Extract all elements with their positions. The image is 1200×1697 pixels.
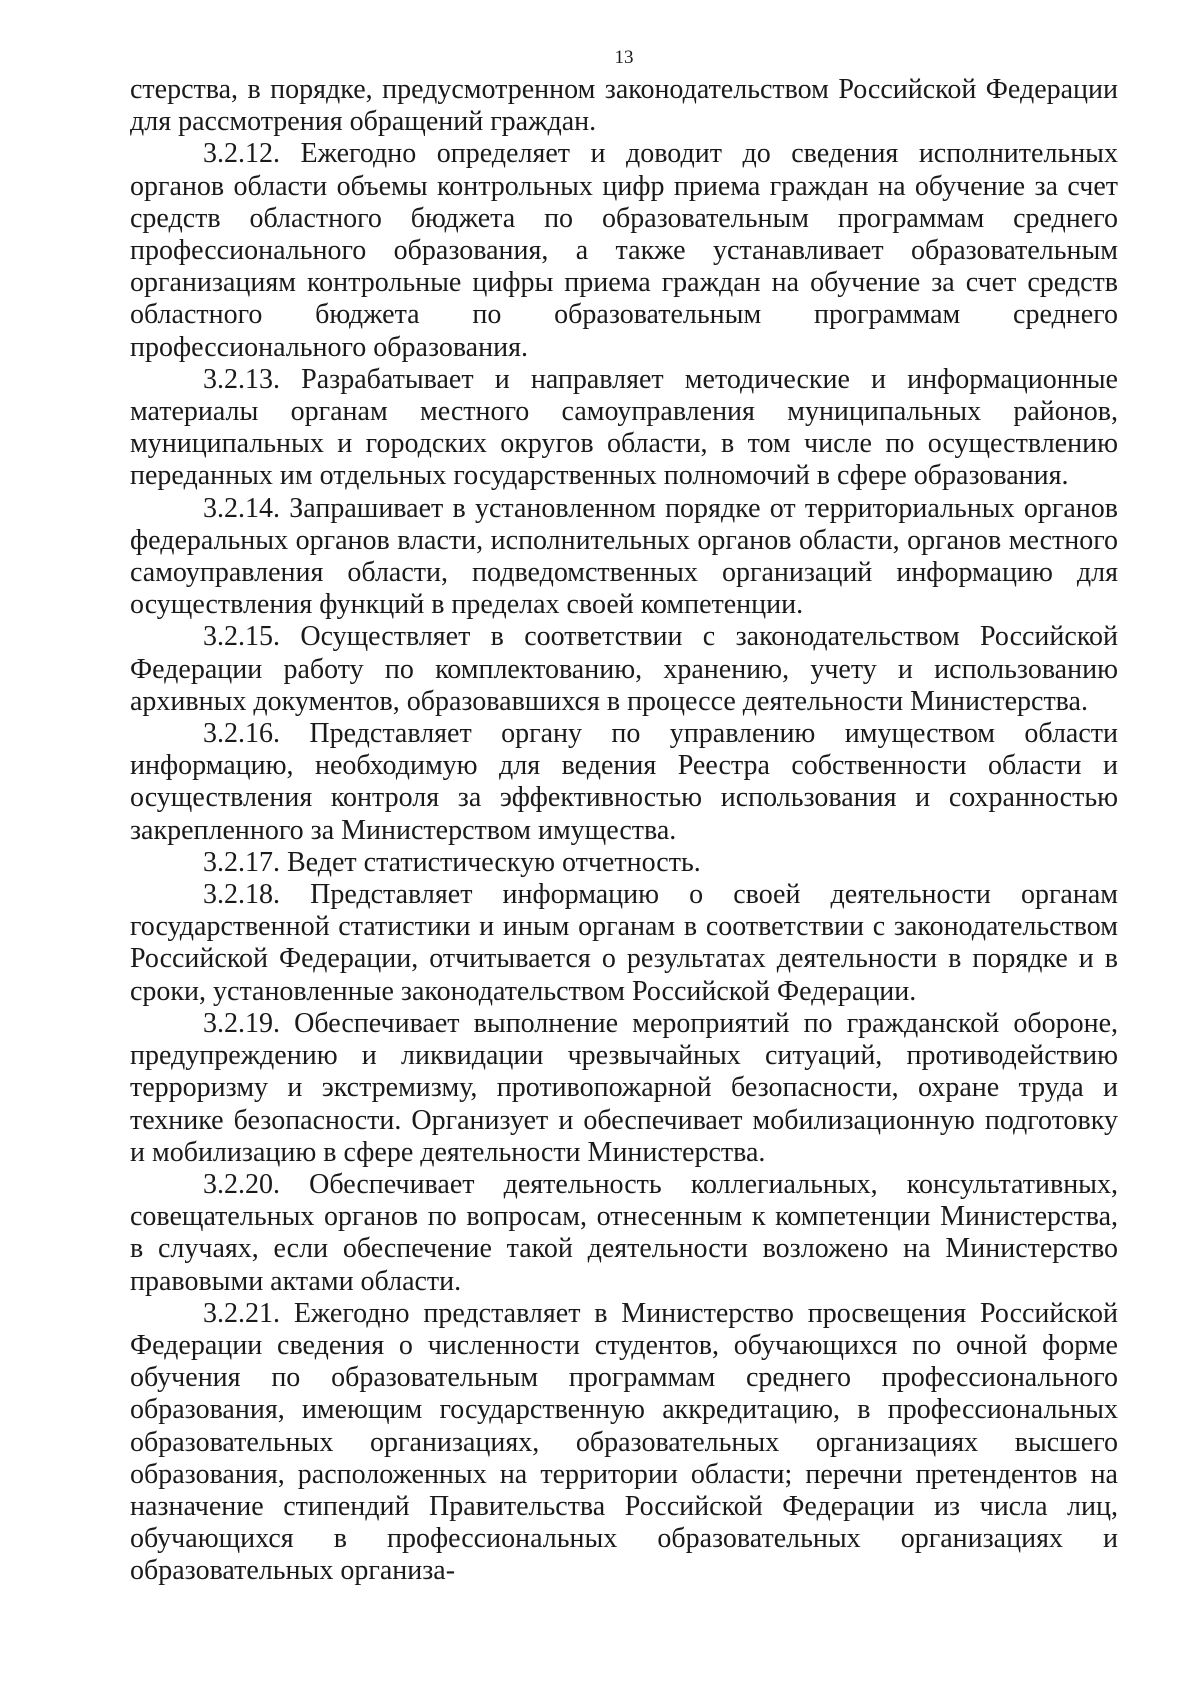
page-number: 13 — [614, 47, 634, 68]
paragraph-3-2-17: 3.2.17. Ведет статистическую отчетность. — [203, 846, 701, 878]
paragraph-3-2-18: 3.2.18. Представляет информацию о своей деятельности органам государственной статистики и иным органам в соответствии с законодательством Российской Федерации, отчитывается о результатах деятельности в порядке и в сроки, установленные законодательством Российской Федерации. — [130, 879, 1118, 1007]
paragraph-3-2-15: 3.2.15. Осуществляет в соответствии с законодательством Российской Федерации работу по комплектованию, хранению, учету и использованию архивных документов, образовавшихся в процессе деятельности Министерства. — [130, 621, 1118, 717]
paragraph-3-2-13: 3.2.13. Разрабатывает и направляет методические и информационные материалы органам местного самоуправления муниципальных районов, муниципальных и городских округов области, в том числе по осуществлению переданных им отдельных государственных полномочий в сфере образования. — [130, 363, 1118, 492]
paragraph-continuation: стерства, в порядке, предусмотренном законодательством Российской Федерации для рассмотрения обращений граждан. — [130, 74, 1118, 138]
paragraph-3-2-12: 3.2.12. Ежегодно определяет и доводит до сведения исполнительных органов области объемы контрольных цифр приема граждан на обучение за счет средств областного бюджета по образовательным программам среднего профессионального образования, а также устанавливает образовательным организациям контрольные цифры приема граждан на обучение за счет средств областного бюджета по образовательным программам среднего профессионального образования. — [130, 138, 1118, 363]
paragraph-3-2-19: 3.2.19. Обеспечивает выполнение мероприятий по гражданской обороне, предупреждению и ликвидации чрезвычайных ситуаций, противодействию терроризму и экстремизму, противопожарной безопасности, охране труда и технике безопасности. Организует и обеспечивает мобилизационную подготовку и мобилизацию в сфере деятельности Министерства. — [130, 1007, 1118, 1168]
paragraph-3-2-14: 3.2.14. Запрашивает в установленном порядке от территориальных органов федеральных органов власти, исполнительных органов области, органов местного самоуправления области, подведомственных организаций информацию для осуществления функций в пределах своей компетенции. — [130, 492, 1118, 621]
paragraph-3-2-21: 3.2.21. Ежегодно представляет в Министерство просвещения Российской Федерации сведения о численности студентов, обучающихся по очной форме обучения по образовательным программам среднего профессионального образования, имеющим государственную аккредитацию, в профессиональных образовательных организациях, образовательных организациях высшего образования, расположенных на территории области; перечни претендентов на назначение стипендий Правительства Российской Федерации из числа лиц, обучающихся в профессиональных образовательных организациях и образовательных организа- — [130, 1297, 1118, 1587]
paragraph-3-2-16: 3.2.16. Представляет органу по управлению имуществом области информацию, необходимую для ведения Реестра собственности области и осуществления контроля за эффективностью использования и сохранностью закрепленного за Министерством имущества. — [130, 718, 1118, 846]
document-body — [130, 74, 1118, 1588]
paragraph-3-2-20: 3.2.20. Обеспечивает деятельность коллегиальных, консультативных, совещательных органов по вопросам, отнесенным к компетенции Министерства, в случаях, если обеспечение такой деятельности возложено на Министерство правовыми актами области. — [130, 1168, 1118, 1297]
